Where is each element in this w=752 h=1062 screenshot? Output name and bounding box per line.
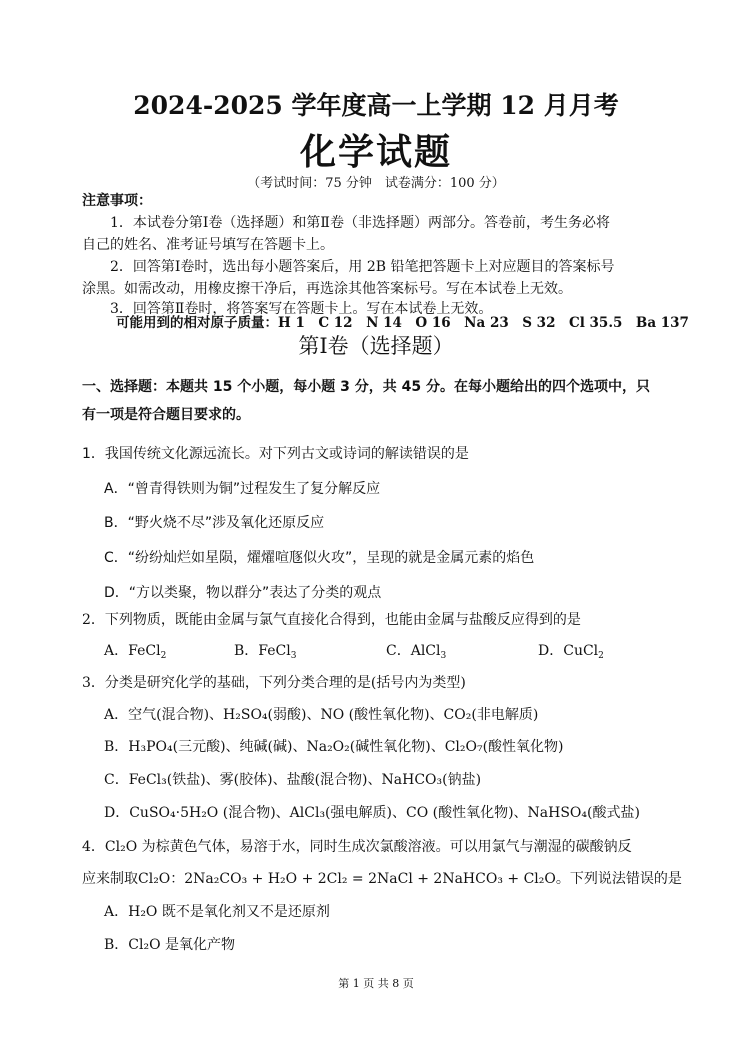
q3-stem: 3．分类是研究化学的基础，下列分类合理的是(括号内为类型) xyxy=(82,675,466,691)
section-title: 第Ⅰ卷（选择题） xyxy=(298,334,454,358)
q3-option-b: B．H₃PO₄(三元酸)、纯碱(碱)、Na₂O₂(碱性氧化物)、Cl₂O₇(酸性氧化物) xyxy=(104,739,564,755)
section-instruction-line-2: 有一项是符合题目要求的。 xyxy=(82,407,250,423)
q3-option-d: D．CuSO₄·5H₂O (混合物)、AlCl₃(强电解质)、CO (酸性氧化物)、NaHSO₄(酸式盐) xyxy=(104,805,640,821)
q4-stem-line-1: 4．Cl₂O 为棕黄色气体，易溶于水，同时生成次氯酸溶液。可以用氯气与潮湿的碳酸钠反 xyxy=(82,839,632,855)
q2-option-c-label: C． xyxy=(386,643,411,659)
exam-title: 2024-2025 学年度高一上学期 12 月月考 xyxy=(133,91,619,120)
q2-option-b-formula: FeCl xyxy=(258,643,291,659)
q4-stem-line-2: 应来制取Cl₂O：2Na₂CO₃ + H₂O + 2Cl₂ = 2NaCl + 2NaHCO₃ + Cl₂O。下列说法错误的是 xyxy=(82,871,682,887)
note-2-line-2: 涂黑。如需改动，用橡皮擦干净后，再选涂其他答案标号。写在本试卷上无效。 xyxy=(82,281,572,297)
q1-option-b: B．“野火烧不尽”涉及氧化还原反应 xyxy=(104,515,325,531)
note-2-line-1: 2．回答第Ⅰ卷时，选出每小题答案后，用 2B 铅笔把答题卡上对应题目的答案标号 xyxy=(110,259,615,275)
q2-option-a-formula: FeCl xyxy=(128,643,161,659)
q2-stem: 2．下列物质，既能由金属与氯气直接化合得到，也能由金属与盐酸反应得到的是 xyxy=(82,612,581,628)
q2-option-b-subscript: 3 xyxy=(290,651,297,661)
subject-title: 化学试题 xyxy=(299,132,452,173)
q2-option-a-label: A． xyxy=(104,643,129,659)
q1-stem: 1．我国传统文化源远流长。对下列古文或诗词的解读错误的是 xyxy=(82,446,469,462)
q3-option-c: C．FeCl₃(铁盐)、雾(胶体)、盐酸(混合物)、NaHCO₃(钠盐) xyxy=(104,772,482,788)
note-3: 3．回答第Ⅱ卷时，将答案写在答题卡上。写在本试卷上无效。 xyxy=(110,301,493,317)
q2-option-b-label: B． xyxy=(234,643,259,659)
q1-option-a: A．“曾青得铁则为铜”过程发生了复分解反应 xyxy=(104,481,381,497)
q2-option-d-formula: CuCl xyxy=(563,643,599,659)
q4-option-a: A．H₂O 既不是氧化剂又不是还原剂 xyxy=(104,904,330,920)
notes-heading: 注意事项： xyxy=(82,193,152,209)
q3-option-a: A．空气(混合物)、H₂SO₄(弱酸)、NO (酸性氧化物)、CO₂(非电解质) xyxy=(104,707,539,723)
q2-option-a xyxy=(104,640,166,660)
q2-option-c-subscript: 3 xyxy=(440,651,447,661)
note-1-line-2: 自己的姓名、准考证号填写在答题卡上。 xyxy=(82,237,334,253)
q1-option-c: C．“纷纷灿烂如星陨，燿燿喧豗似火攻”，呈现的就是金属元素的焰色 xyxy=(104,550,535,566)
q2-option-c xyxy=(386,640,446,660)
atomic-masses: 可能用到的相对原子质量：H 1 C 12 N 14 O 16 Na 23 S 32 Cl 35.5 Ba 137 xyxy=(116,315,689,331)
q4-option-b: B．Cl₂O 是氧化产物 xyxy=(104,937,236,953)
q2-option-c-formula: AlCl xyxy=(410,643,441,659)
q2-option-b xyxy=(234,640,296,660)
exam-info: （考试时间：75 分钟 试卷满分：100 分） xyxy=(247,176,505,191)
section-instruction-line-1: 一、选择题：本题共 15 个小题，每小题 3 分，共 45 分。在每小题给出的四个选项中，只 xyxy=(82,379,650,395)
note-1-line-1: 1．本试卷分第Ⅰ卷（选择题）和第Ⅱ卷（非选择题）两部分。答卷前，考生务必将 xyxy=(110,215,610,231)
q2-option-a-subscript: 2 xyxy=(160,651,167,661)
q1-option-d: D．“方以类聚，物以群分”表达了分类的观点 xyxy=(104,585,382,601)
q2-option-d-subscript: 2 xyxy=(598,651,604,661)
q2-option-d xyxy=(538,640,604,660)
page-footer: 第 1 页 共 8 页 xyxy=(338,977,414,990)
q2-option-d-label: D． xyxy=(538,643,564,659)
